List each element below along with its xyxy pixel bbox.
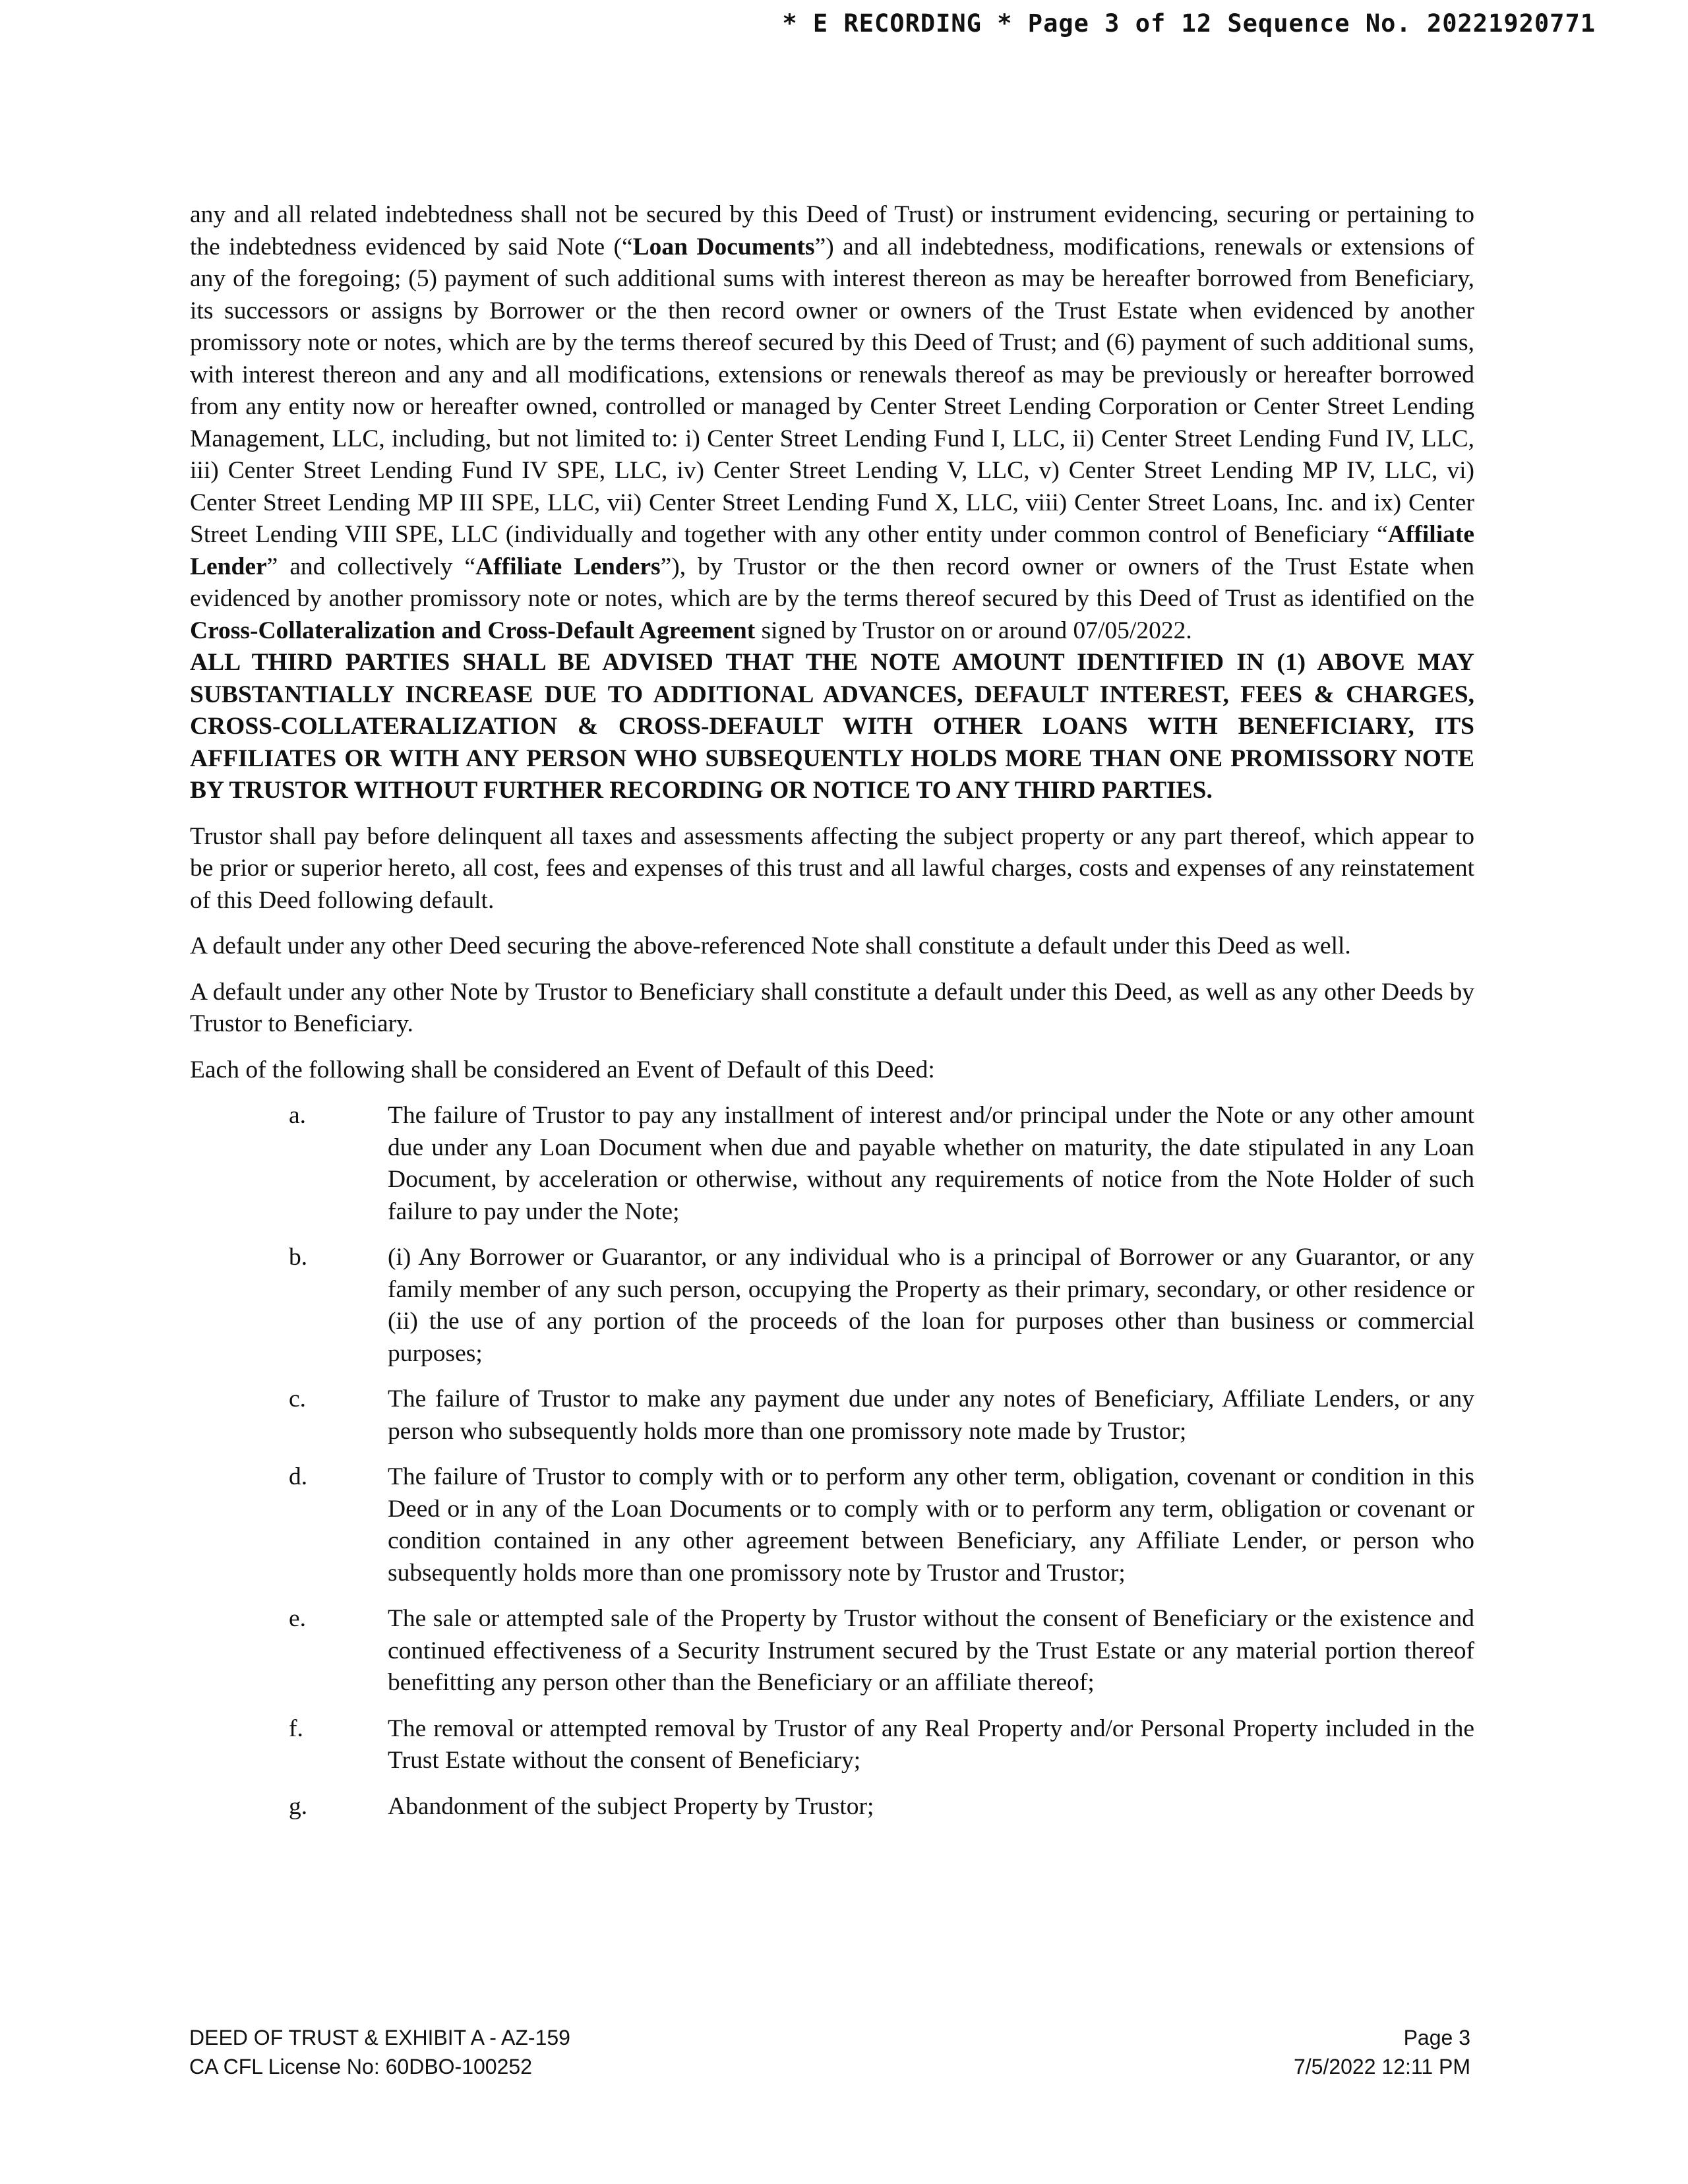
footer-right [1294, 2023, 1470, 2081]
list-item [190, 1100, 1474, 1228]
events-of-default-list [190, 1100, 1474, 1823]
list-item-letter: e. [289, 1605, 307, 1632]
paragraph-taxes: Trustor shall pay before delinquent all taxes and assessments affecting the subject property or any part thereof, which appear to be prior or superior hereto, all cost, fees and expenses of this trust and all lawful charges, costs and expenses of any reinstatement of this Deed following default. [190, 822, 1474, 914]
list-item-text: The failure of Trustor to comply with or to perform any other term, obligation, covenant or condition in this Deed or in any of the Loan Documents or to comply with or to perform any term, obligation or covenant or condition contained in any other agreement between Beneficiary, any Affiliate Lender, or person who subsequently holds more than one promissory note by Trustor and Trustor; [388, 1463, 1474, 1587]
list-item [190, 1242, 1474, 1370]
paragraph-events-intro: Each of the following shall be considered an Event of Default of this Deed: [190, 1056, 935, 1083]
paragraph-default-note: A default under any other Note by Trustor to Beneficiary shall constitute a default under this Deed, as well as any other Deeds by Trustor to Beneficiary. [190, 978, 1474, 1037]
list-item-letter: f. [289, 1714, 303, 1742]
recording-header: * E RECORDING * Page 3 of 12 Sequence No. 20221920771 [782, 9, 1596, 38]
list-item-text: Abandonment of the subject Property by Trustor; [388, 1792, 874, 1820]
list-item [190, 1791, 1474, 1823]
list-item-text: The failure of Trustor to make any payment due under any notes of Beneficiary, Affiliate Lenders, or any person who subsequently holds more than one promissory note made by Trustor; [388, 1385, 1474, 1445]
term-cross-collateralization-agreement: Cross-Collateralization and Cross-Default Agreement [190, 617, 756, 644]
list-item-text: (i) Any Borrower or Guarantor, or any individual who is a principal of Borrower or any Guarantor, or any family member of any such person, occupying the Property as their primary, secondary, or other residence or (ii) the use of any portion of the proceeds of the loan for purposes other than business or commercial purposes; [388, 1244, 1474, 1367]
list-item-text: The failure of Trustor to pay any installment of interest and/or principal under the Note or any other amount due under any Loan Document when due and payable whether on maturity, the date stipulated in any Loan Document, by acceleration or otherwise, without any requirements of notice from the Note Holder of such failure to pay under the Note; [388, 1102, 1474, 1225]
footer-timestamp: 7/5/2022 12:11 PM [1293, 2055, 1470, 2078]
footer-page-number: Page 3 [1403, 2026, 1470, 2049]
term-loan-documents: Loan Documents [632, 233, 815, 260]
list-item [190, 1383, 1474, 1447]
footer-document-title: DEED OF TRUST & EXHIBIT A - AZ-159 [189, 2026, 570, 2049]
list-item [190, 1603, 1474, 1699]
third-party-notice: ALL THIRD PARTIES SHALL BE ADVISED THAT THE NOTE AMOUNT IDENTIFIED IN (1) ABOVE MAY SUBSTANTIALLY INCREASE DUE TO ADDITIONAL ADVANCES, DEFAULT INTEREST, FEES & CHARGES, CROSS-COLLATERALIZATION & CROSS-DEFAULT WITH OTHER LOANS WITH BENEFICIARY, ITS AFFILIATES OR WITH ANY PERSON WHO SUBSEQUENTLY HOLDS MORE THAN ONE PROMISSORY NOTE BY TRUSTOR WITHOUT FURTHER RECORDING OR NOTICE TO ANY THIRD PARTIES. [190, 649, 1474, 804]
list-item-letter: a. [289, 1102, 307, 1129]
list-item-letter: c. [289, 1385, 307, 1412]
term-affiliate-lender: Affiliate Lender [190, 521, 1474, 580]
list-item-text: The sale or attempted sale of the Property by Trustor without the consent of Beneficiary or the existence and continued effectiveness of a Security Instrument secured by the Trust Estate or any material portion thereof benefitting any person other than the Beneficiary or an affiliate thereof; [388, 1605, 1474, 1696]
paragraph-secured-obligations: any and all related indebtedness shall not be secured by this Deed of Trust) or instrument evidencing, securing or pertaining to the indebtedness evidenced by said Note (“Loan Documents”) and all indebtedness, modifications, renewals or extensions of any of the foregoing; (5) payment of such additional sums with interest thereon as may be hereafter borrowed from Beneficiary, its successors or assigns by Borrower or the then record owner or owners of the Trust Estate when evidenced by another promissory note or notes, which are by the terms thereof secured by this Deed of Trust; and (6) payment of such additional sums, with interest thereon and any and all modifications, extensions or renewals thereof as may be previously or hereafter borrowed from any entity now or hereafter owned, controlled or managed by Center Street Lending Corporation or Center Street Lending Management, LLC, including, but not limited to: i) Center Street Lending Fund I, LLC, ii) Center Street Lending Fund IV, LLC, iii) Center Street Lending Fund IV SPE, LLC, iv) Center Street Lending V, LLC, v) Center Street Lending MP IV, LLC, vi) Center Street Lending MP III SPE, LLC, vii) Center Street Lending Fund X, LLC, viii) Center Street Loans, Inc. and ix) Center Street Lending VIII SPE, LLC (individually and together with any other entity under common control of Beneficiary “Affiliate Lender” and collectively “Affiliate Lenders”), by Trustor or the then record owner or owners of the Trust Estate when evidenced by another promissory note or notes, which are by the terms thereof secured by this Deed of Trust as identified on the Cross-Collateralization and Cross-Default Agreement signed by Trustor on or around 07/05/2022. [190, 201, 1474, 644]
footer-license: CA CFL License No: 60DBO-100252 [189, 2055, 532, 2078]
document-body [190, 199, 1474, 1836]
term-affiliate-lenders: Affiliate Lenders [475, 553, 661, 580]
list-item [190, 1461, 1474, 1589]
list-item-letter: g. [289, 1792, 308, 1820]
footer-left [189, 2023, 570, 2081]
list-item-letter: d. [289, 1463, 308, 1490]
list-item-text: The removal or attempted removal by Trustor of any Real Property and/or Personal Property included in the Trust Estate without the consent of Beneficiary; [388, 1714, 1474, 1774]
list-item-letter: b. [289, 1244, 308, 1271]
list-item [190, 1713, 1474, 1777]
paragraph-default-deed: A default under any other Deed securing the above-referenced Note shall constitute a default under this Deed as well. [190, 932, 1351, 959]
